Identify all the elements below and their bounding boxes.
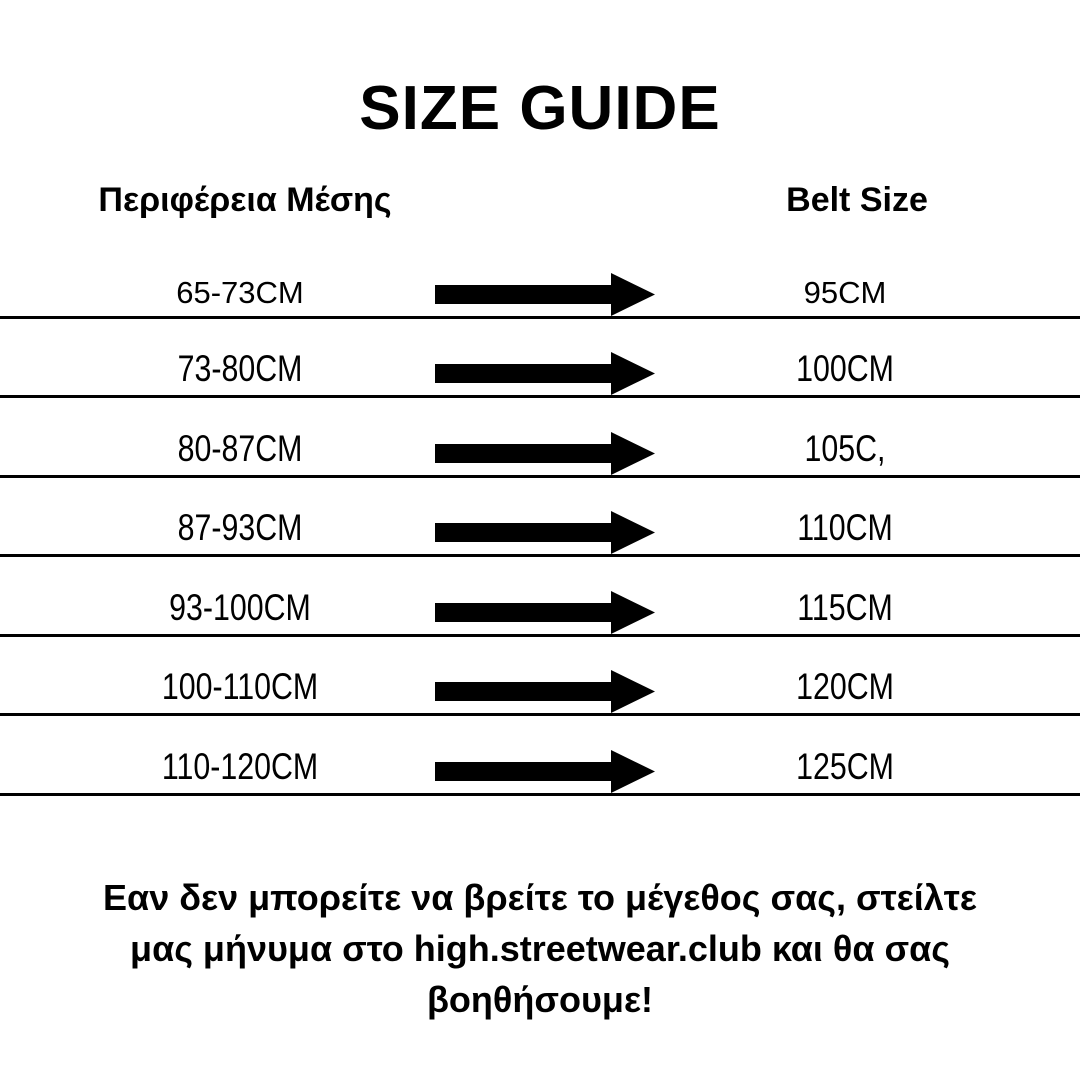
table-row <box>0 478 1080 558</box>
belt-size-value: 125CM <box>796 745 894 787</box>
help-note-line: βοηθήσουμε! <box>426 979 654 1020</box>
right-arrow-icon <box>435 431 655 475</box>
waist-range-value: 93-100CM <box>169 586 311 628</box>
help-note-line: Εαν δεν μπορείτε να βρείτε το μέγεθος σας, στείλτε <box>103 877 977 918</box>
waist-range-value: 73-80CM <box>177 348 303 389</box>
right-arrow-icon <box>435 590 655 634</box>
right-arrow-icon <box>435 510 655 554</box>
table-row <box>0 716 1080 796</box>
waist-column-header: Περιφέρεια Μέσης <box>98 181 392 219</box>
waist-range-value: 87-93CM <box>177 507 303 548</box>
belt-size-column-header: Belt Size <box>786 181 928 219</box>
belt-size-value: 100CM <box>796 348 894 389</box>
page-title: SIZE GUIDE <box>359 73 721 143</box>
table-row <box>0 398 1080 478</box>
waist-range-value: 100-110CM <box>161 666 319 707</box>
table-row <box>0 239 1080 319</box>
belt-size-value: 115CM <box>797 586 893 628</box>
belt-size-value: 95CM <box>803 274 887 310</box>
waist-range-value: 80-87CM <box>177 427 303 469</box>
belt-size-value: 105C, <box>804 427 886 469</box>
waist-range-value: 110-120CM <box>161 745 319 787</box>
right-arrow-icon <box>435 272 655 316</box>
table-row <box>0 319 1080 399</box>
right-arrow-icon <box>435 749 655 793</box>
table-row <box>0 557 1080 637</box>
right-arrow-icon <box>435 351 655 395</box>
help-note <box>0 872 1080 1025</box>
belt-size-value: 120CM <box>796 666 894 707</box>
waist-range-value: 65-73CM <box>176 274 304 310</box>
belt-size-value: 110CM <box>797 507 893 548</box>
size-table <box>0 239 1080 796</box>
table-row <box>0 637 1080 717</box>
help-note-line: μας μήνυμα στο high.streetwear.club και θα σας <box>130 928 950 969</box>
right-arrow-icon <box>435 669 655 713</box>
